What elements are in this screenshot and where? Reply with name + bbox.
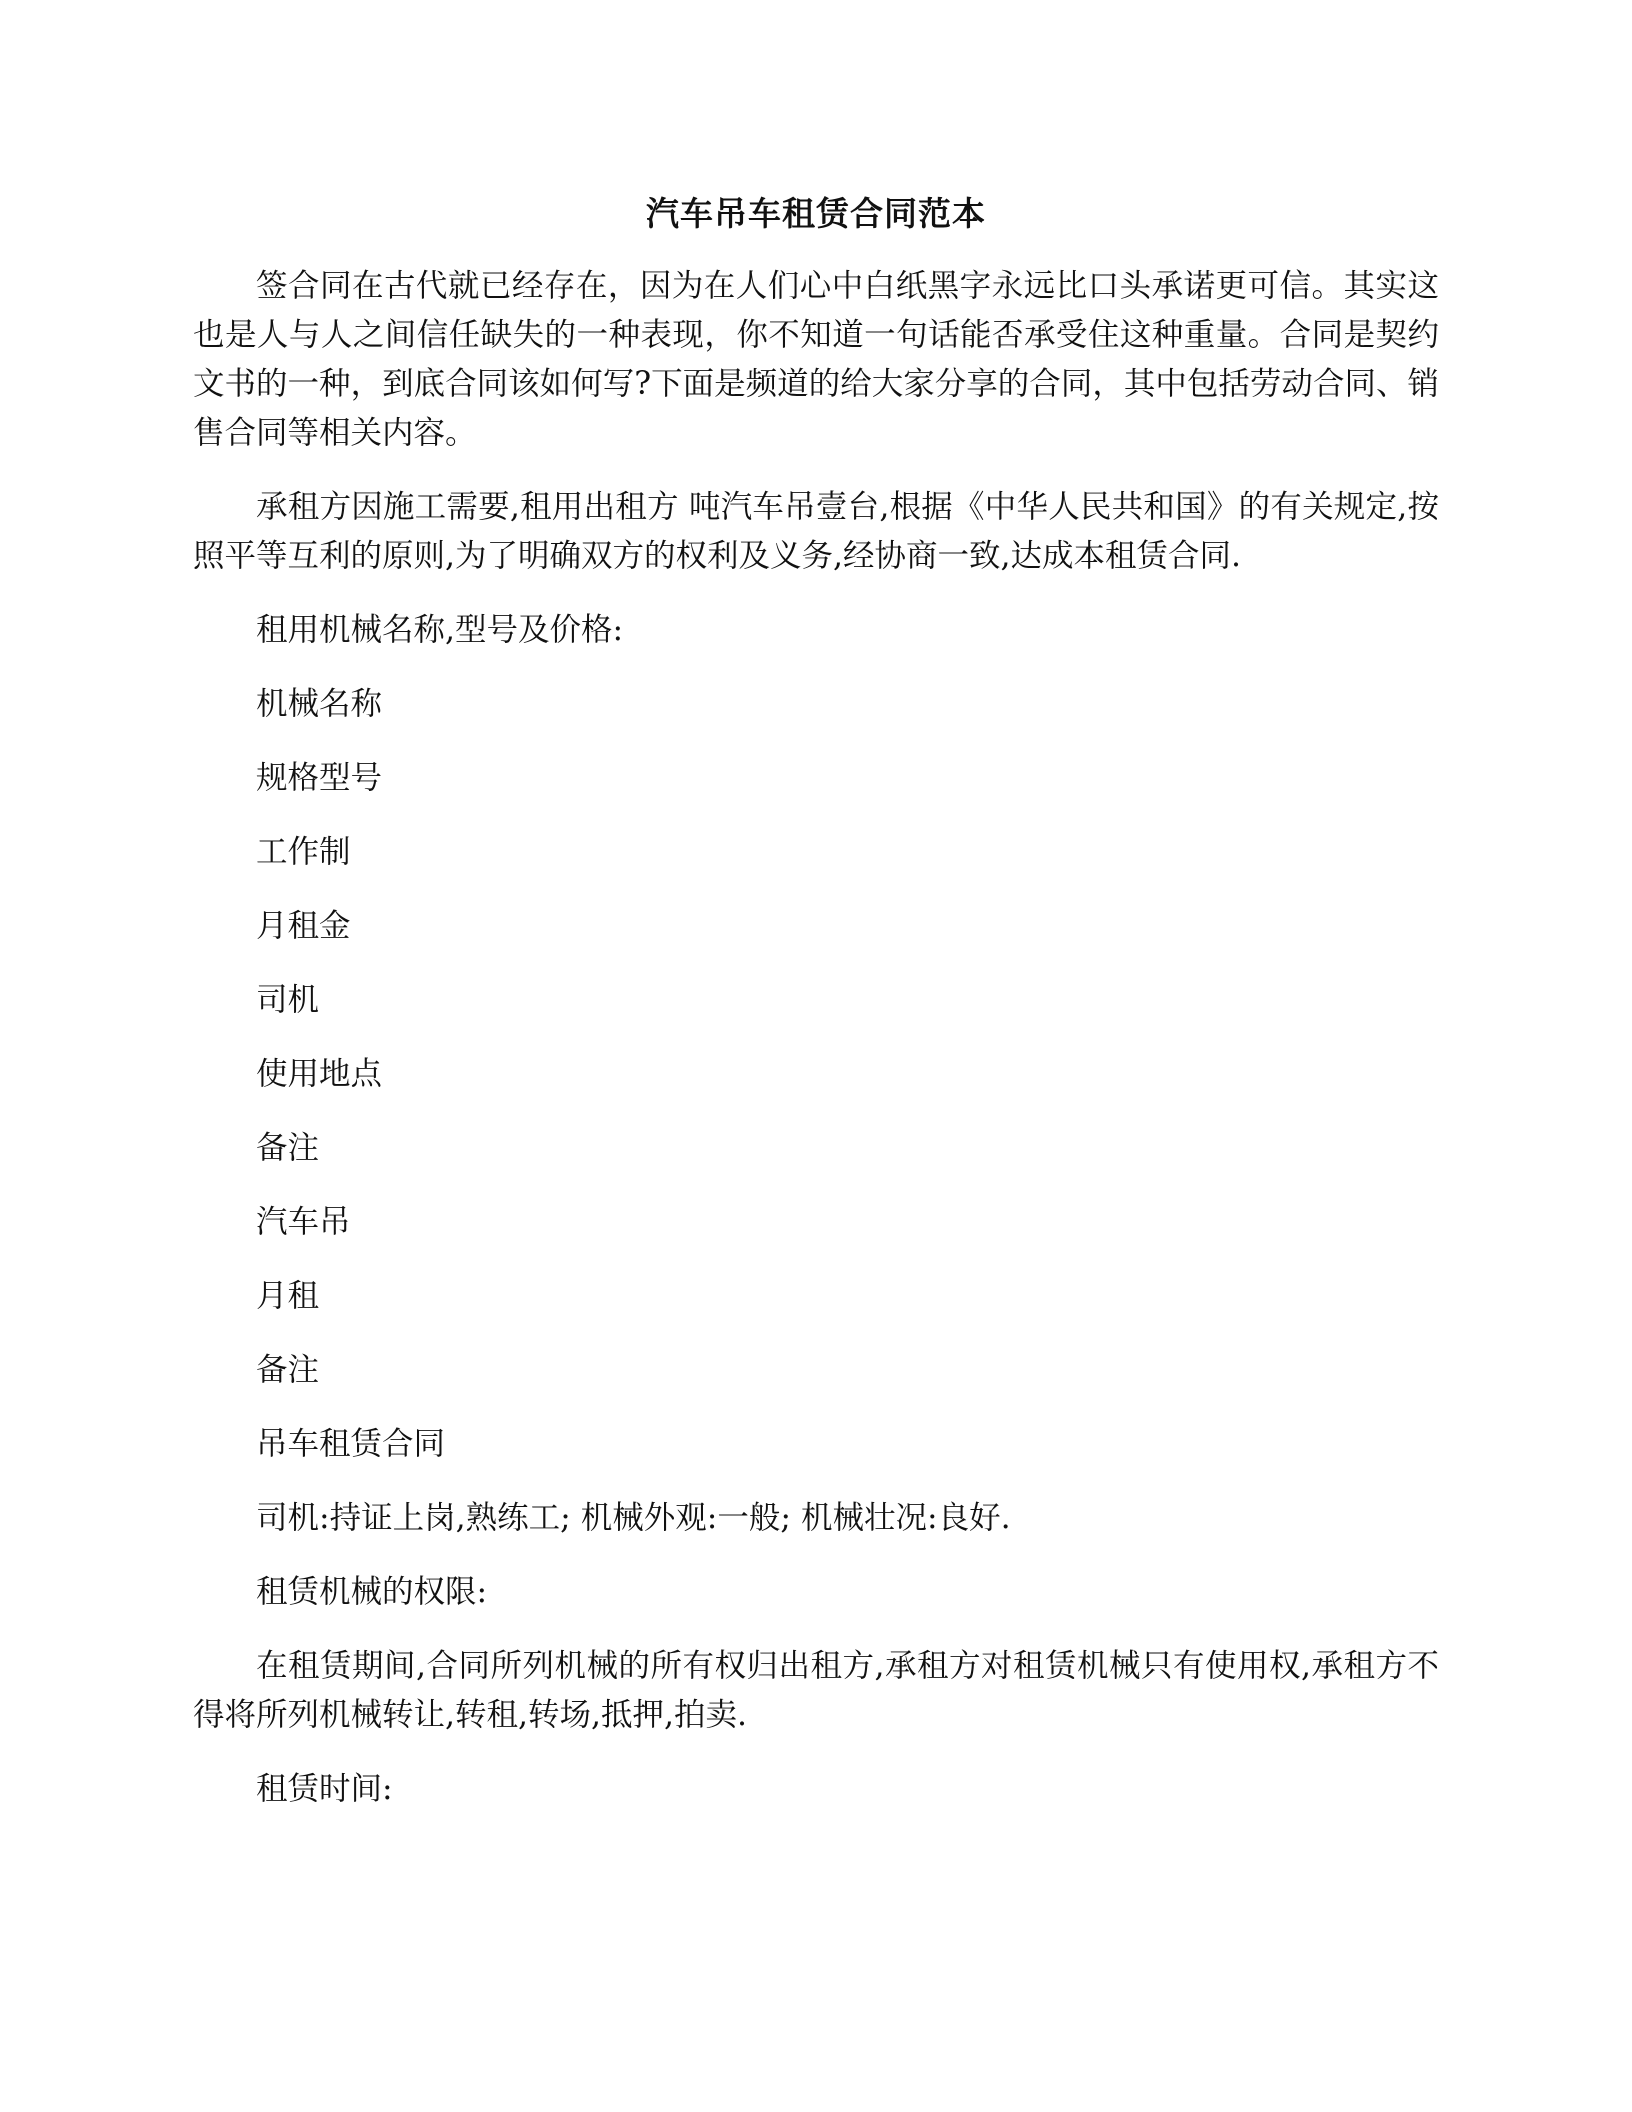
field-driver: 司机 [256,982,320,1018]
field-monthly-rent: 月租金 [256,908,351,944]
value-truck-crane: 汽车吊 [256,1204,351,1240]
driver-condition-line: 司机:持证上岗,熟练工; 机械外观:一般; 机械壮况:良好. [256,1500,1011,1536]
ownership-paragraph: 在租赁期间,合同所列机械的所有权归出租方,承租方对租赁机械只有使用权,承租方不得将所列机械转让,转租,转场,抵押,拍卖. [193,1648,1439,1733]
field-work-schedule: 工作制 [256,834,351,870]
field-model: 规格型号 [256,760,383,796]
authority-heading: 租赁机械的权限: [256,1574,488,1610]
machinery-heading: 租用机械名称,型号及价格: [256,612,624,648]
field-location: 使用地点 [256,1056,383,1092]
field-remarks: 备注 [256,1130,320,1166]
crane-contract-label: 吊车租赁合同 [256,1426,446,1462]
value-remarks: 备注 [256,1352,320,1388]
intro-paragraph: 签合同在古代就已经存在，因为在人们心中白纸黑字永远比口头承诺更可信。其实这也是人与人之间信任缺失的一种表现，你不知道一句话能否承受住这种重量。合同是契约文书的一种，到底合同该如何写?下面是频道的给大家分享的合同，其中包括劳动合同、销售合同等相关内容。 [193,268,1439,451]
document-title: 汽车吊车租赁合同范本 [646,194,986,233]
lease-time-heading: 租赁时间: [256,1771,393,1807]
field-machine-name: 机械名称 [256,686,383,722]
value-monthly-rent: 月租 [256,1278,320,1314]
lease-purpose-paragraph: 承租方因施工需要,租用出租方 吨汽车吊壹台,根据《中华人民共和国》的有关规定,按照平等互利的原则,为了明确双方的权利及义务,经协商一致,达成本租赁合同. [193,489,1439,574]
document-body [193,262,1439,1839]
